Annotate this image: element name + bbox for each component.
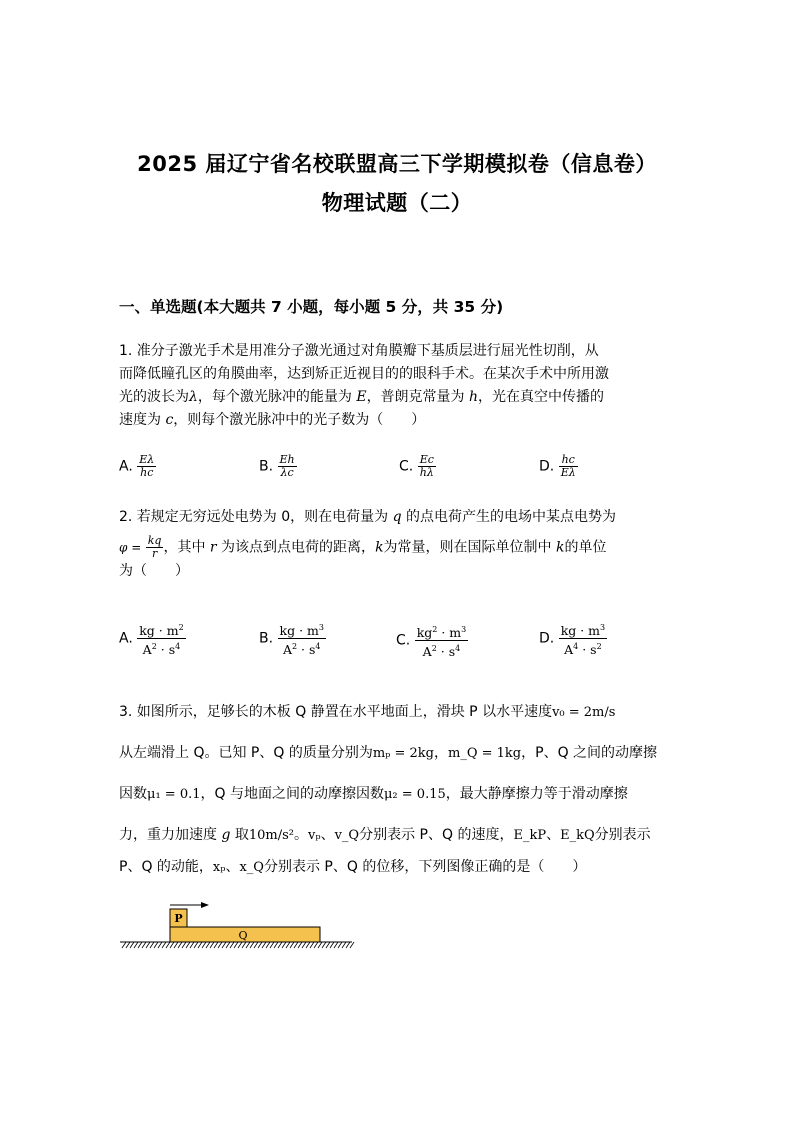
hatch-line <box>318 942 322 948</box>
hatch-line <box>166 942 170 948</box>
hatch-line <box>174 942 178 948</box>
mQ-expression: m_Q = 1kg <box>448 746 522 761</box>
q1-option-c-fraction: $\frac{Ec}{h\lambda}$ <box>419 453 434 479</box>
q1-line3: 光的波长为λ，每个激光脉冲的能量为 E，普朗克常量为 h，光在真空中传播的 <box>119 389 605 405</box>
q2-line2: φ = $\frac{kq}{r}$ ，其中 r 为该点到点电荷的距离，k为常量，则在国际单位制中 k的单位 <box>119 534 607 560</box>
q1-option-b-fraction: $\frac{Eh}{\lambda c}$ <box>279 453 295 479</box>
hatch-line <box>206 942 210 948</box>
exam-title-line2: 物理试题（二） <box>321 191 473 215</box>
q1-option-a[interactable]: A. $\frac{E\lambda}{hc}$ <box>119 453 155 479</box>
q3-line1: 3. 如图所示，足够长的木板 Q 静置在水平地面上，滑块 P 以水平速度v₀ = 2m/s <box>119 704 616 720</box>
q2-line1: 2. 若规定无穷远处电势为 0，则在电荷量为 q 的点电荷产生的电场中某点电势为 <box>119 509 617 525</box>
hatch-line <box>342 942 346 948</box>
q2-option-a-fraction: $\frac{kg \cdot m^2}{A^2 \cdot s^4}$ <box>137 620 185 657</box>
hatch-line <box>130 942 134 948</box>
q2-option-c-fraction: $\frac{kg^2 \cdot m^3}{A^2 \cdot s^4}$ <box>415 622 469 659</box>
mP-expression: mₚ = 2kg <box>372 746 434 761</box>
symbol-h: h <box>469 389 479 405</box>
hatch-line <box>322 942 326 948</box>
vP-symbol: vₚ <box>308 828 321 843</box>
mu2-expression: μ₂ = 0.15 <box>383 787 446 802</box>
hatch-line <box>310 942 314 948</box>
hatch-line <box>230 942 234 948</box>
q1-option-a-fraction: $\frac{E\lambda}{hc}$ <box>139 453 155 479</box>
hatch-line <box>194 942 198 948</box>
symbol-c: c <box>165 412 174 428</box>
xP-symbol: xₚ <box>212 860 226 875</box>
hatch-line <box>326 942 330 948</box>
hatch-line <box>266 942 270 948</box>
hatch-line <box>158 942 162 948</box>
hatch-line <box>198 942 202 948</box>
hatch-line <box>190 942 194 948</box>
symbol-q: q <box>392 509 402 525</box>
q2-option-d-fraction: $\frac{kg \cdot m^3}{A^4 \cdot s^2}$ <box>559 620 607 657</box>
v0-expression: v₀ = 2m/s <box>552 705 616 720</box>
hatch-line <box>302 942 306 948</box>
hatch-line <box>242 942 246 948</box>
board-Q-label: Q <box>238 929 248 942</box>
q1-option-d[interactable]: D. $\frac{hc}{E\lambda}$ <box>539 453 576 479</box>
hatch-line <box>178 942 182 948</box>
xQ-symbol: x_Q <box>239 860 264 875</box>
hatch-line <box>126 942 130 948</box>
hatch-line <box>138 942 142 948</box>
vQ-symbol: v_Q <box>334 828 360 843</box>
phi-fraction: $\frac{kq}{r}$ <box>147 534 162 560</box>
symbol-k-2: k <box>556 539 565 556</box>
symbol-k: k <box>375 539 384 556</box>
hatch-line <box>210 942 214 948</box>
hatch-line <box>334 942 338 948</box>
hatch-line <box>234 942 238 948</box>
phi-equation: φ = <box>119 540 142 555</box>
q2-option-a[interactable]: A. $\frac{kg \cdot m^2}{A^2 \cdot s^4}$ <box>119 620 186 657</box>
q2-option-b[interactable]: B. $\frac{kg \cdot m^3}{A^2 \cdot s^4}$ <box>259 620 326 657</box>
hatch-line <box>290 942 294 948</box>
hatch-line <box>338 942 342 948</box>
hatch-line <box>226 942 230 948</box>
symbol-r: r <box>209 539 217 556</box>
hatch-line <box>350 942 354 948</box>
hatch-line <box>278 942 282 948</box>
hatch-line <box>262 942 266 948</box>
hatch-line <box>146 942 150 948</box>
hatch-line <box>306 942 310 948</box>
q3-line4: 力，重力加速度 g 取10m/s²。vₚ、v_Q分别表示 P、Q 的速度，E_kP、E_kQ分别表示 <box>119 827 651 843</box>
q3-diagram <box>120 898 360 958</box>
hatch-line <box>122 942 126 948</box>
q1-line2: 而降低瞳孔区的角膜曲率，达到矫正近视目的的眼科手术。在某次手术中所用激 <box>119 366 609 382</box>
q2-option-c[interactable]: C. $\frac{kg^2 \cdot m^3}{A^2 \cdot s^4}$ <box>396 622 468 659</box>
q1-option-c[interactable]: C. $\frac{Ec}{h\lambda}$ <box>399 453 434 479</box>
ground-hatching <box>122 942 354 948</box>
hatch-line <box>238 942 242 948</box>
symbol-g: g <box>221 827 231 843</box>
q3-line5: P、Q 的动能，xₚ、x_Q分别表示 P、Q 的位移，下列图像正确的是（ ） <box>119 859 587 875</box>
hatch-line <box>258 942 262 948</box>
question-3 <box>119 692 679 879</box>
q1-option-d-fraction: $\frac{hc}{E\lambda}$ <box>560 453 576 479</box>
EkP-symbol: E_kP <box>513 828 547 843</box>
hatch-line <box>298 942 302 948</box>
exam-title-line1: 2025 届辽宁省名校联盟高三下学期模拟卷（信息卷） <box>137 152 657 176</box>
symbol-lambda: λ <box>189 389 198 405</box>
hatch-line <box>154 942 158 948</box>
hatch-line <box>222 942 226 948</box>
q1-option-b[interactable]: B. $\frac{Eh}{\lambda c}$ <box>259 453 295 479</box>
symbol-E: E <box>356 389 367 405</box>
hatch-line <box>330 942 334 948</box>
hatch-line <box>202 942 206 948</box>
hatch-line <box>214 942 218 948</box>
hatch-line <box>134 942 138 948</box>
block-P-label: P <box>174 912 183 925</box>
hatch-line <box>186 942 190 948</box>
hatch-line <box>286 942 290 948</box>
hatch-line <box>270 942 274 948</box>
hatch-line <box>246 942 250 948</box>
q2-option-d[interactable]: D. $\frac{kg \cdot m^3}{A^4 \cdot s^2}$ <box>539 620 607 657</box>
EkQ-symbol: E_kQ <box>560 828 595 843</box>
hatch-line <box>282 942 286 948</box>
hatch-line <box>274 942 278 948</box>
hatch-line <box>218 942 222 948</box>
g-value: 10m/s² <box>248 828 295 843</box>
hatch-line <box>250 942 254 948</box>
mu1-expression: μ₁ = 0.1 <box>147 787 201 802</box>
hatch-line <box>150 942 154 948</box>
hatch-line <box>346 942 350 948</box>
hatch-line <box>142 942 146 948</box>
hatch-line <box>254 942 258 948</box>
question-2 <box>119 506 679 583</box>
q3-line3: 因数μ₁ = 0.1，Q 与地面之间的动摩擦因数μ₂ = 0.15，最大静摩擦力等于滑动摩擦 <box>119 786 628 802</box>
q2-line3: 为（ ） <box>119 563 189 579</box>
hatch-line <box>294 942 298 948</box>
q1-line1: 1. 准分子激光手术是用准分子激光通过对角膜瓣下基质层进行屈光性切削，从 <box>119 343 599 359</box>
section-heading: 一、单选题(本大题共 7 小题，每小题 5 分，共 35 分) <box>119 298 504 316</box>
q3-line2: 从左端滑上 Q。已知 P、Q 的质量分别为mₚ = 2kg，m_Q = 1kg，P、Q 之间的动摩擦 <box>119 745 658 761</box>
hatch-line <box>182 942 186 948</box>
hatch-line <box>170 942 174 948</box>
q2-option-b-fraction: $\frac{kg \cdot m^3}{A^2 \cdot s^4}$ <box>278 620 326 657</box>
q1-line4: 速度为 c，则每个激光脉冲中的光子数为（ ） <box>119 412 426 428</box>
hatch-line <box>162 942 166 948</box>
hatch-line <box>314 942 318 948</box>
question-1 <box>119 340 679 432</box>
